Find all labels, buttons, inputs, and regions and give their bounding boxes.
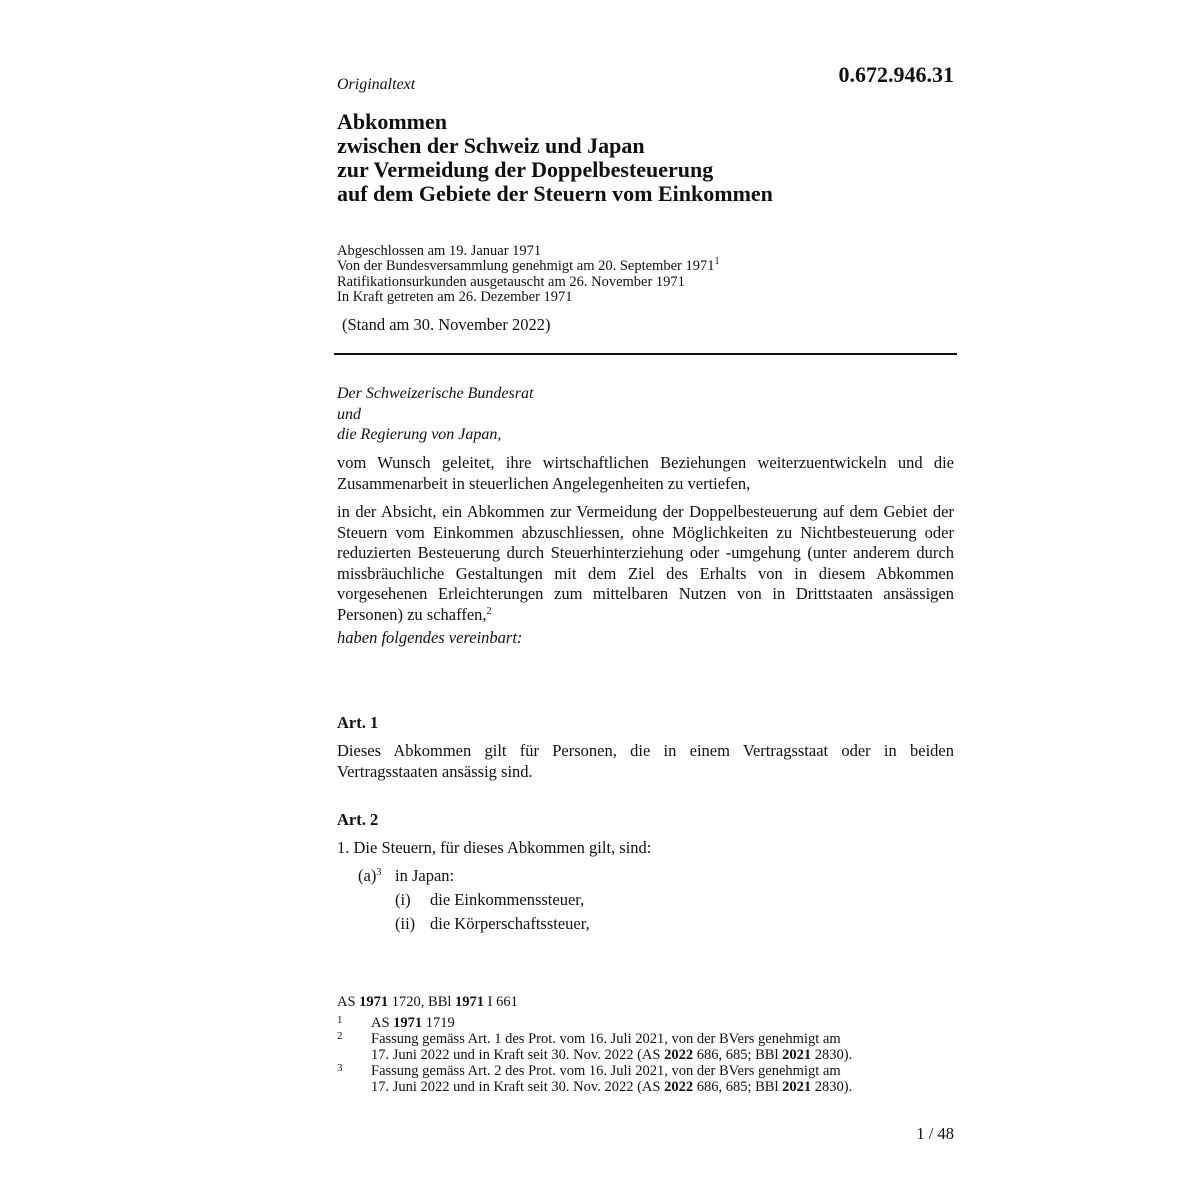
article-2-item-i-text: die Einkommenssteuer,	[430, 890, 585, 909]
sr-number: 0.672.946.31	[838, 62, 954, 87]
footnote-number: 2	[337, 1030, 343, 1042]
title-line: auf dem Gebiete der Steuern vom Einkommen	[337, 181, 773, 206]
status-date: (Stand am 30. November 2022)	[342, 315, 551, 334]
meta-ratification: Ratifikationsurkunden ausgetauscht am 26. November 1971	[337, 273, 685, 290]
footnote-ref-2[interactable]: 2	[486, 605, 492, 617]
meta-approved: Von der Bundesversammlung genehmigt am 20. September 1971$^1$	[337, 256, 720, 275]
footnote-text-line-1: Fassung gemäss Art. 1 des Prot. vom 16. Juli 2021, von der BVers genehmigt am	[371, 1031, 841, 1047]
title-line: Abkommen	[337, 109, 448, 134]
title-line: zur Vermeidung der Doppelbesteuerung	[337, 157, 714, 182]
article-2-item-a-text: in Japan:	[395, 866, 455, 885]
footnote-text: AS 1971 1719	[371, 1015, 455, 1031]
preamble-paragraph-1: vom Wunsch geleitet, ihre wirtschaftlichen Beziehungen weiterzuentwickeln und die Zusammenarbeit in steuerlichen Angelegenheiten zu vertiefen,	[337, 453, 954, 493]
original-text-label: Originaltext	[337, 76, 416, 93]
footnote-ref-3[interactable]: 3	[376, 867, 382, 878]
footnote-text-line-1: Fassung gemäss Art. 2 des Prot. vom 16. Juli 2021, von der BVers genehmigt am	[371, 1063, 841, 1079]
footnote-number: 3	[337, 1062, 343, 1074]
article-2-heading: Art. 2	[337, 810, 379, 829]
header-divider	[334, 353, 957, 355]
party-conjunction: und	[337, 405, 361, 423]
meta-in-force: In Kraft getreten am 26. Dezember 1971	[337, 288, 573, 305]
preamble-closing: haben folgendes vereinbart:	[337, 628, 523, 647]
party-japan: die Regierung von Japan,	[337, 426, 502, 443]
party-switzerland: Der Schweizerische Bundesrat	[337, 385, 534, 402]
footnote-number: 1	[337, 1014, 343, 1026]
footnote-text-line-2: 17. Juni 2022 und in Kraft seit 30. Nov. 2022 (AS 2022 686, 685; BBl 2021 2830).	[371, 1079, 853, 1095]
article-2-item-1: 1. Die Steuern, für dieses Abkommen gilt, sind:	[337, 838, 652, 857]
document-metadata	[337, 244, 719, 305]
preamble-paragraph-2: in der Absicht, ein Abkommen zur Vermeidung der Doppelbesteuerung auf dem Gebiet der Steuern vom Einkommen abzuschliessen, ohne Möglichkeiten zu Nichtbesteuerung oder reduzierten Besteuerung durch Steuerhinterziehung oder -umgehung (unter anderem durch missbräuchliche Gestaltungen mit dem Ziel des Erhalts von in diesem Abkommen vorgesehenen Erleichterungen zum mittelbaren Nutzen von in Drittstaaten ansässigen Personen) zu schaffen,$^2$	[337, 502, 954, 624]
document-title	[337, 110, 773, 206]
article-1-text: Dieses Abkommen gilt für Personen, die in einem Vertragsstaat oder in beiden Vertragsstaaten ansässig sind.	[337, 741, 954, 781]
title-line: zwischen der Schweiz und Japan	[337, 133, 645, 158]
preamble-parties	[337, 384, 533, 446]
article-2-item-i-label: (i)	[395, 890, 411, 909]
page-number: 1 / 48	[916, 1124, 954, 1143]
footnote-text-line-2: 17. Juni 2022 und in Kraft seit 30. Nov. 2022 (AS 2022 686, 685; BBl 2021 2830).	[371, 1047, 853, 1063]
article-2-item-ii-text: die Körperschaftssteuer,	[430, 914, 590, 933]
footnote-ref-1[interactable]: 1	[714, 256, 720, 268]
meta-concluded: Abgeschlossen am 19. Januar 1971	[337, 243, 542, 259]
official-reference: AS 1971 1720, BBl 1971 I 661	[337, 994, 518, 1010]
article-2-item-ii-label: (ii)	[395, 914, 416, 933]
article-1-heading: Art. 1	[337, 713, 379, 732]
article-2-item-a: $(a)^3$	[358, 866, 382, 885]
